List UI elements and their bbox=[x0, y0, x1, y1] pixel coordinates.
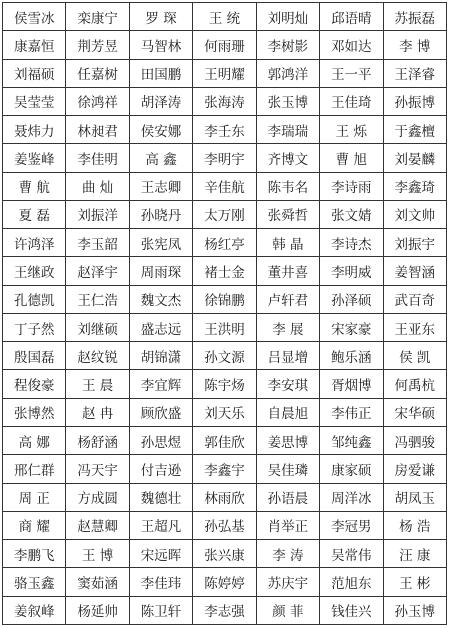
table-row bbox=[3, 257, 447, 285]
name-cell: 王一平 bbox=[320, 59, 383, 87]
name-cell: 韩 晶 bbox=[256, 229, 319, 257]
name-cell: 方成圆 bbox=[66, 483, 129, 511]
name-cell: 李伟正 bbox=[320, 398, 383, 426]
name-cell: 李佳明 bbox=[66, 144, 129, 172]
name-cell: 骆玉鑫 bbox=[3, 568, 66, 596]
name-cell: 邱语晴 bbox=[320, 3, 383, 31]
name-cell: 刘晏麟 bbox=[383, 144, 446, 172]
name-cell: 汪 康 bbox=[383, 540, 446, 568]
name-cell: 窦茹涵 bbox=[66, 568, 129, 596]
name-cell: 林昶君 bbox=[66, 116, 129, 144]
name-cell: 胡泽涛 bbox=[129, 87, 192, 115]
name-cell: 孙文源 bbox=[193, 342, 256, 370]
name-cell: 顾欣盛 bbox=[129, 398, 192, 426]
name-cell: 邹纯鑫 bbox=[320, 426, 383, 454]
name-cell: 许鸿泽 bbox=[3, 229, 66, 257]
name-cell: 武百奇 bbox=[383, 285, 446, 313]
name-cell: 宋家豪 bbox=[320, 313, 383, 341]
table-row bbox=[3, 59, 447, 87]
table-row bbox=[3, 285, 447, 313]
name-cell: 罗 琛 bbox=[129, 3, 192, 31]
name-cell: 曲 灿 bbox=[66, 172, 129, 200]
name-cell: 董井喜 bbox=[256, 257, 319, 285]
name-cell: 孔德凯 bbox=[3, 285, 66, 313]
name-cell: 吴莹莹 bbox=[3, 87, 66, 115]
name-cell: 冯驷骏 bbox=[383, 426, 446, 454]
name-cell: 赵 冉 bbox=[66, 398, 129, 426]
name-cell: 李诗雨 bbox=[320, 172, 383, 200]
name-cell: 殷国磊 bbox=[3, 342, 66, 370]
name-cell: 李诗杰 bbox=[320, 229, 383, 257]
name-table-body bbox=[3, 3, 447, 625]
name-cell: 周 正 bbox=[3, 483, 66, 511]
name-cell: 宋华硕 bbox=[383, 398, 446, 426]
table-row bbox=[3, 172, 447, 200]
name-cell: 姜思博 bbox=[256, 426, 319, 454]
table-row bbox=[3, 483, 447, 511]
name-cell: 马智林 bbox=[129, 31, 192, 59]
name-cell: 林雨欣 bbox=[193, 483, 256, 511]
name-cell: 陈卫轩 bbox=[129, 596, 192, 624]
name-cell: 李玉韶 bbox=[66, 229, 129, 257]
name-cell: 郭鸿洋 bbox=[256, 59, 319, 87]
table-row bbox=[3, 116, 447, 144]
table-row bbox=[3, 568, 447, 596]
name-cell: 李冠男 bbox=[320, 511, 383, 539]
name-cell: 李宜辉 bbox=[129, 370, 192, 398]
name-cell: 李壬东 bbox=[193, 116, 256, 144]
name-cell: 康家硕 bbox=[320, 455, 383, 483]
name-cell: 宋远晖 bbox=[129, 540, 192, 568]
name-cell: 程俊豪 bbox=[3, 370, 66, 398]
name-cell: 胡凤玉 bbox=[383, 483, 446, 511]
table-row bbox=[3, 31, 447, 59]
name-cell: 曹 航 bbox=[3, 172, 66, 200]
name-cell: 肖举正 bbox=[256, 511, 319, 539]
name-cell: 田国鹏 bbox=[129, 59, 192, 87]
name-cell: 杨红亭 bbox=[193, 229, 256, 257]
name-cell: 李鑫琦 bbox=[383, 172, 446, 200]
name-cell: 杨 浩 bbox=[383, 511, 446, 539]
name-cell: 夏 磊 bbox=[3, 200, 66, 228]
name-cell: 张兴康 bbox=[193, 540, 256, 568]
name-cell: 丁子然 bbox=[3, 313, 66, 341]
name-cell: 王继政 bbox=[3, 257, 66, 285]
name-cell: 何禹杭 bbox=[383, 370, 446, 398]
name-cell: 自晨旭 bbox=[256, 398, 319, 426]
name-cell: 陈婷婷 bbox=[193, 568, 256, 596]
name-cell: 张博然 bbox=[3, 398, 66, 426]
name-cell: 鲍乐涵 bbox=[320, 342, 383, 370]
name-cell: 王亚东 bbox=[383, 313, 446, 341]
name-cell: 陈韦名 bbox=[256, 172, 319, 200]
name-cell: 周雨琛 bbox=[129, 257, 192, 285]
name-cell: 杨舒涵 bbox=[66, 426, 129, 454]
name-cell: 王超凡 bbox=[129, 511, 192, 539]
name-cell: 周洋冰 bbox=[320, 483, 383, 511]
table-row bbox=[3, 3, 447, 31]
name-cell: 郭佳欣 bbox=[193, 426, 256, 454]
name-cell: 王佳琦 bbox=[320, 87, 383, 115]
table-row bbox=[3, 370, 447, 398]
table-row bbox=[3, 342, 447, 370]
table-row bbox=[3, 540, 447, 568]
name-cell: 刘福硕 bbox=[3, 59, 66, 87]
name-cell: 李鑫宇 bbox=[193, 455, 256, 483]
name-cell: 李明宇 bbox=[193, 144, 256, 172]
name-cell: 栾康宁 bbox=[66, 3, 129, 31]
name-cell: 徐锦鹏 bbox=[193, 285, 256, 313]
name-cell: 刘明灿 bbox=[256, 3, 319, 31]
name-cell: 姜叙峰 bbox=[3, 596, 66, 624]
name-cell: 吴佳璘 bbox=[256, 455, 319, 483]
name-cell: 孙思煜 bbox=[129, 426, 192, 454]
name-cell: 李瑞瑞 bbox=[256, 116, 319, 144]
name-cell: 刘振宇 bbox=[383, 229, 446, 257]
name-cell: 于鑫檀 bbox=[383, 116, 446, 144]
name-cell: 聂炜力 bbox=[3, 116, 66, 144]
name-cell: 胡锦潇 bbox=[129, 342, 192, 370]
name-cell: 颜 菲 bbox=[256, 596, 319, 624]
name-cell: 赵纹锐 bbox=[66, 342, 129, 370]
name-cell: 卢轩君 bbox=[256, 285, 319, 313]
name-cell: 吴常伟 bbox=[320, 540, 383, 568]
name-cell: 高 鑫 bbox=[129, 144, 192, 172]
name-cell: 高 娜 bbox=[3, 426, 66, 454]
name-cell: 李佳玮 bbox=[129, 568, 192, 596]
name-cell: 孙晓丹 bbox=[129, 200, 192, 228]
name-cell: 何雨珊 bbox=[193, 31, 256, 59]
name-cell: 褚士金 bbox=[193, 257, 256, 285]
name-cell: 刘文帅 bbox=[383, 200, 446, 228]
name-cell: 侯雪冰 bbox=[3, 3, 66, 31]
table-row bbox=[3, 229, 447, 257]
name-cell: 李明威 bbox=[320, 257, 383, 285]
name-cell: 曹 旭 bbox=[320, 144, 383, 172]
name-cell: 陈宇炀 bbox=[193, 370, 256, 398]
name-cell: 王 晨 bbox=[66, 370, 129, 398]
name-cell: 李 涛 bbox=[256, 540, 319, 568]
name-cell: 孙语晨 bbox=[256, 483, 319, 511]
name-cell: 魏德壮 bbox=[129, 483, 192, 511]
name-cell: 李树影 bbox=[256, 31, 319, 59]
table-row bbox=[3, 87, 447, 115]
table-row bbox=[3, 200, 447, 228]
name-cell: 李安琪 bbox=[256, 370, 319, 398]
name-cell: 王洪明 bbox=[193, 313, 256, 341]
name-cell: 王仁浩 bbox=[66, 285, 129, 313]
name-cell: 荆芳昱 bbox=[66, 31, 129, 59]
name-cell: 李 展 bbox=[256, 313, 319, 341]
name-cell: 李志强 bbox=[193, 596, 256, 624]
name-cell: 邢仁群 bbox=[3, 455, 66, 483]
name-cell: 王泽睿 bbox=[383, 59, 446, 87]
name-list-table bbox=[2, 2, 447, 625]
name-cell: 钱佳兴 bbox=[320, 596, 383, 624]
name-cell: 张玉博 bbox=[256, 87, 319, 115]
name-cell: 盛志远 bbox=[129, 313, 192, 341]
name-cell: 辛佳航 bbox=[193, 172, 256, 200]
table-row bbox=[3, 144, 447, 172]
name-cell: 王 统 bbox=[193, 3, 256, 31]
name-cell: 王明耀 bbox=[193, 59, 256, 87]
name-cell: 侯安娜 bbox=[129, 116, 192, 144]
name-cell: 张宪凤 bbox=[129, 229, 192, 257]
name-cell: 苏庆宇 bbox=[256, 568, 319, 596]
name-cell: 商 耀 bbox=[3, 511, 66, 539]
name-cell: 赵泽宇 bbox=[66, 257, 129, 285]
name-cell: 张舜哲 bbox=[256, 200, 319, 228]
name-cell: 邓如达 bbox=[320, 31, 383, 59]
name-cell: 李 博 bbox=[383, 31, 446, 59]
name-cell: 房爱谦 bbox=[383, 455, 446, 483]
name-cell: 孙振博 bbox=[383, 87, 446, 115]
name-cell: 康嘉恒 bbox=[3, 31, 66, 59]
name-cell: 王 烁 bbox=[320, 116, 383, 144]
name-cell: 王 博 bbox=[66, 540, 129, 568]
table-row bbox=[3, 596, 447, 624]
table-row bbox=[3, 511, 447, 539]
table-row bbox=[3, 455, 447, 483]
table-row bbox=[3, 398, 447, 426]
name-cell: 孙玉博 bbox=[383, 596, 446, 624]
name-cell: 刘振洋 bbox=[66, 200, 129, 228]
name-cell: 刘天乐 bbox=[193, 398, 256, 426]
name-cell: 杨延帅 bbox=[66, 596, 129, 624]
name-cell: 冯天宇 bbox=[66, 455, 129, 483]
name-cell: 王 彬 bbox=[383, 568, 446, 596]
name-cell: 吕显增 bbox=[256, 342, 319, 370]
name-cell: 苏振磊 bbox=[383, 3, 446, 31]
name-cell: 范旭东 bbox=[320, 568, 383, 596]
name-cell: 张海涛 bbox=[193, 87, 256, 115]
name-cell: 姜鉴峰 bbox=[3, 144, 66, 172]
name-cell: 张文婧 bbox=[320, 200, 383, 228]
name-cell: 王志卿 bbox=[129, 172, 192, 200]
name-cell: 赵慧卿 bbox=[66, 511, 129, 539]
name-cell: 孙泽硕 bbox=[320, 285, 383, 313]
name-cell: 魏文杰 bbox=[129, 285, 192, 313]
name-cell: 刘继硕 bbox=[66, 313, 129, 341]
name-cell: 太万刚 bbox=[193, 200, 256, 228]
name-cell: 李鹏飞 bbox=[3, 540, 66, 568]
name-cell: 付吉逊 bbox=[129, 455, 192, 483]
name-cell: 徐鸿祥 bbox=[66, 87, 129, 115]
table-row bbox=[3, 313, 447, 341]
name-cell: 侯 凯 bbox=[383, 342, 446, 370]
name-cell: 任嘉树 bbox=[66, 59, 129, 87]
name-cell: 姜智涵 bbox=[383, 257, 446, 285]
name-cell: 齐博文 bbox=[256, 144, 319, 172]
name-cell: 胥烟博 bbox=[320, 370, 383, 398]
table-row bbox=[3, 426, 447, 454]
name-cell: 孙弘基 bbox=[193, 511, 256, 539]
